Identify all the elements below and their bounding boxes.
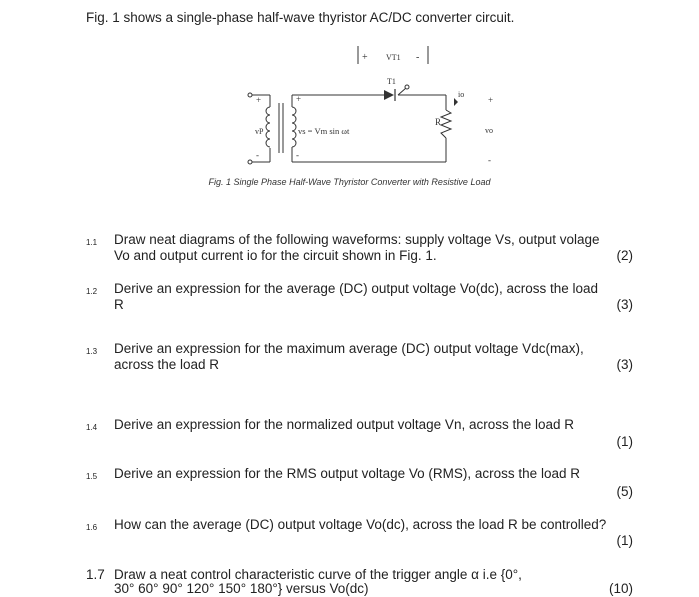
vt1-minus: - <box>416 52 420 63</box>
vp-label: vP <box>255 127 264 136</box>
gate-terminal <box>405 85 409 89</box>
current-arrow-icon <box>454 98 458 106</box>
thyristor-icon <box>384 89 395 101</box>
question-1-4: 1.4 Derive an expression for the normalized output voltage Vn, across the load R (1) <box>86 417 633 449</box>
secondary-coil <box>292 107 296 147</box>
circuit-diagram <box>236 40 506 175</box>
question-1-6: 1.6 How can the average (DC) output voltage Vo(dc), across the load R be controlled? (1) <box>86 517 633 548</box>
thyristor-gate <box>398 88 406 95</box>
question-1-1: 1.1 Draw neat diagrams of the following waveforms: supply voltage Vs, output volage Vo and output current io for the circuit shown in Fig. 1. (2) <box>86 232 633 263</box>
question-1-7: 1.7 Draw a neat control characteristic curve of the trigger angle α i.e {0°, 30° 60° 90° 120° 150° 180°} versus Vo(dc) (10) <box>86 567 633 596</box>
vt1-plus: + <box>362 52 368 63</box>
figure-caption: Fig. 1 Single Phase Half-Wave Thyristor Converter with Resistive Load <box>208 177 491 187</box>
secondary-plus: + <box>296 94 302 104</box>
primary-terminal-bottom <box>248 160 252 164</box>
resistor <box>441 110 451 138</box>
output-minus: - <box>488 155 491 165</box>
primary-plus: + <box>256 95 262 105</box>
question-1-3: 1.3 Derive an expression for the maximum average (DC) output voltage Vdc(max), across the load R (3) <box>86 341 633 372</box>
output-plus: + <box>488 95 494 105</box>
question-1-2: 1.2 Derive an expression for the average (DC) output voltage Vo(dc), across the load R (3) <box>86 281 633 312</box>
vs-equation: vs = Vm sin ωt <box>298 126 350 136</box>
primary-terminal-top <box>248 93 252 97</box>
t1-label: T1 <box>387 77 396 86</box>
question-1-5: 1.5 Derive an expression for the RMS output voltage Vo (RMS), across the load R (5) <box>86 466 633 499</box>
resistor-label: R <box>435 117 442 127</box>
vo-label: vo <box>485 126 493 135</box>
io-label: io <box>458 90 465 99</box>
vt1-label: VT1 <box>386 53 401 62</box>
primary-minus: - <box>256 150 259 160</box>
secondary-minus: - <box>296 150 299 160</box>
intro-text: Fig. 1 shows a single-phase half-wave thyristor AC/DC converter circuit. <box>86 10 515 25</box>
primary-coil <box>266 107 270 147</box>
